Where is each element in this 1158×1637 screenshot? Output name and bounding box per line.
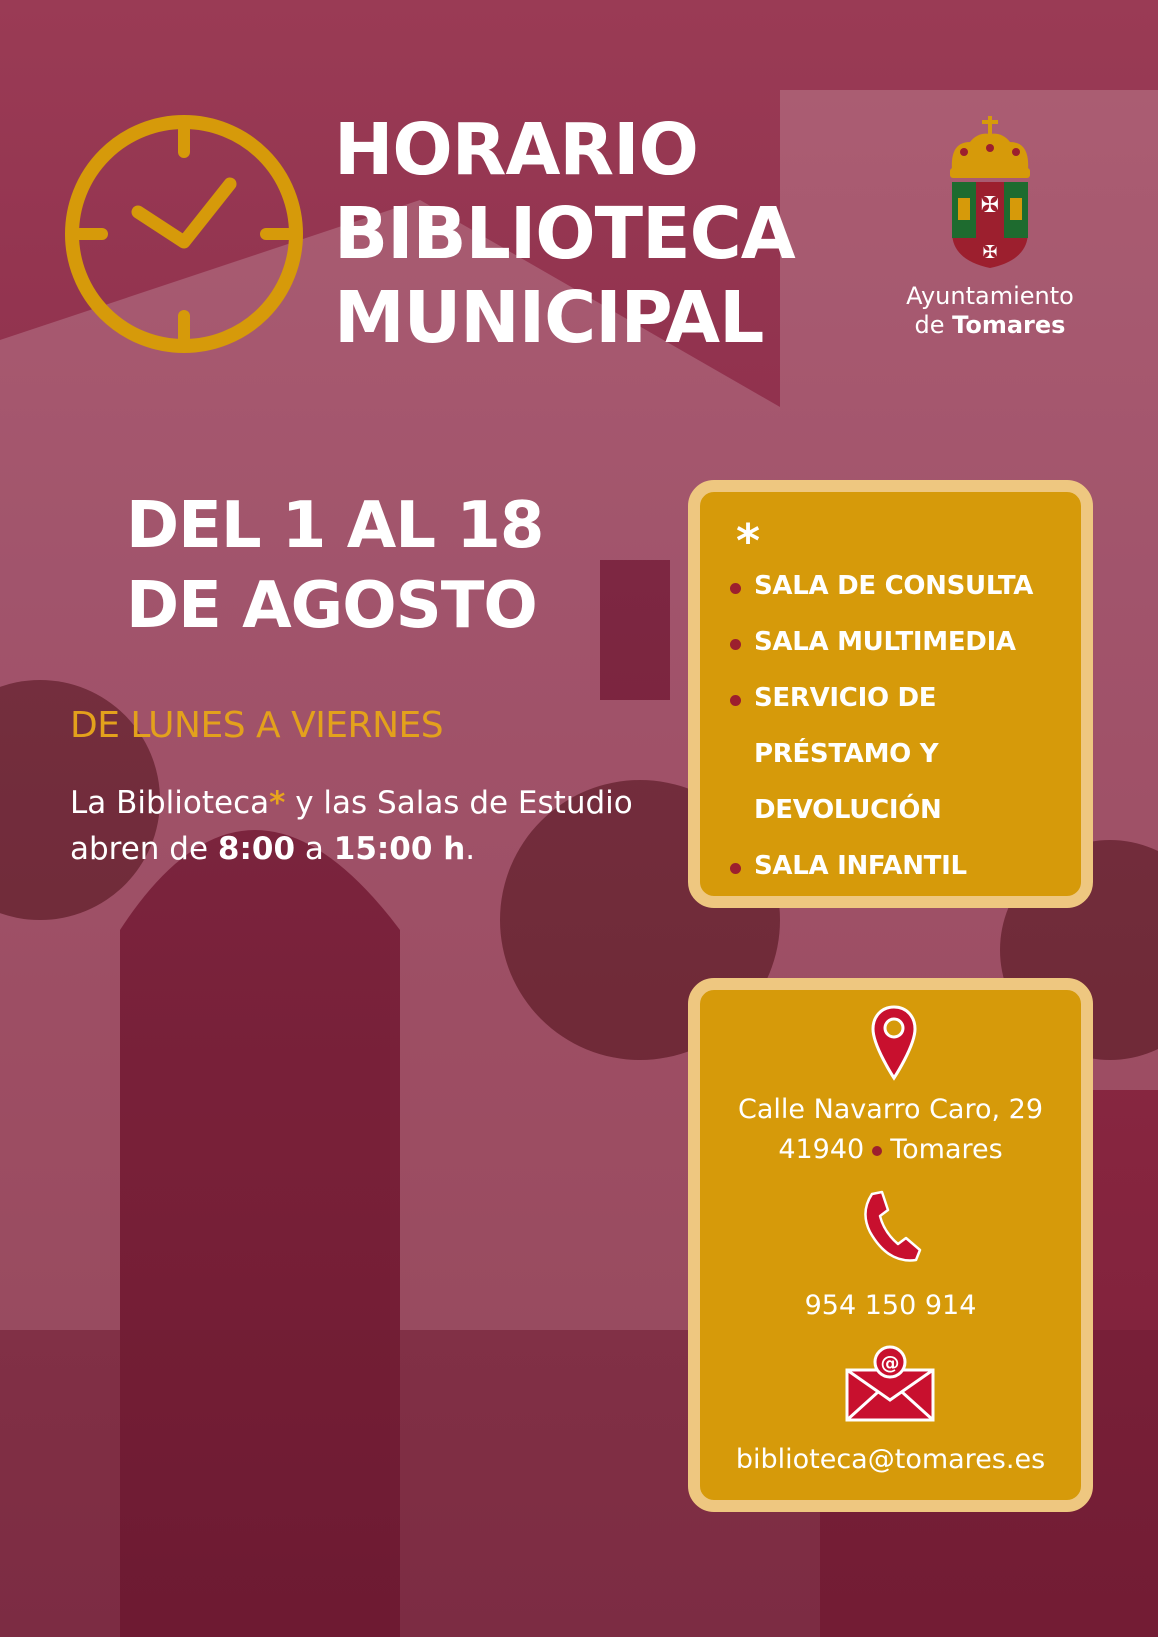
- logo-town: Tomares: [952, 311, 1066, 339]
- hours-text: La Biblioteca: [70, 785, 270, 821]
- phone-number[interactable]: 954 150 914: [804, 1290, 977, 1321]
- hours-text: abren de: [70, 831, 218, 867]
- title-line: HORARIO: [334, 108, 698, 191]
- coat-of-arms-icon: [930, 112, 1050, 272]
- page-title: [334, 108, 814, 360]
- phone-icon: [858, 1188, 922, 1264]
- contact-box: [688, 978, 1093, 1512]
- services-list: [728, 558, 1078, 894]
- opening-time: 8:00: [217, 831, 296, 867]
- hours-line-2: [70, 826, 670, 872]
- hours-text: .: [465, 831, 476, 867]
- hours-line-1: [70, 780, 670, 826]
- svg-text:@: @: [880, 1352, 900, 1374]
- clock-icon: [62, 112, 306, 356]
- service-item: SERVICIO DE: [728, 670, 1078, 726]
- separator-dot: [872, 1146, 882, 1156]
- address-city-line: [700, 1130, 1081, 1170]
- service-item-continued: PRÉSTAMO Y: [754, 739, 939, 769]
- hours-text: a: [295, 831, 334, 867]
- service-item: SALA MULTIMEDIA: [728, 614, 1078, 670]
- svg-text:✠: ✠: [980, 193, 1000, 218]
- services-box: [688, 480, 1093, 908]
- service-item-continued: DEVOLUCIÓN: [754, 795, 942, 825]
- asterisk-mark: *: [269, 785, 286, 821]
- date-line-1: DEL 1 AL 18: [126, 489, 544, 563]
- logo-line-1: Ayuntamiento: [906, 282, 1074, 310]
- email-address[interactable]: biblioteca@tomares.es: [735, 1444, 1046, 1475]
- opening-hours-text: [70, 780, 670, 872]
- date-range: [126, 486, 686, 646]
- logo-line-2: [880, 311, 1100, 340]
- logo-text: [880, 282, 1100, 340]
- logo-prefix: de: [914, 311, 945, 339]
- email-icon: [844, 1344, 936, 1424]
- weekdays-heading: DE LUNES A VIERNES: [70, 705, 444, 746]
- city: Tomares: [890, 1134, 1003, 1165]
- svg-text:✠: ✠: [982, 242, 998, 263]
- title-line: BIBLIOTECA: [334, 192, 795, 275]
- location-pin-icon: [870, 1004, 918, 1082]
- address: [700, 1090, 1081, 1170]
- postal-code: 41940: [778, 1134, 865, 1165]
- hours-text: y las Salas de Estudio: [285, 785, 633, 821]
- address-street: Calle Navarro Caro, 29: [737, 1094, 1044, 1125]
- service-item: SALA DE CONSULTA: [728, 558, 1078, 614]
- date-line-2: DE AGOSTO: [126, 569, 537, 643]
- services-asterisk: *: [736, 514, 761, 568]
- closing-time: 15:00 h: [333, 831, 466, 867]
- title-line: MUNICIPAL: [334, 276, 764, 359]
- service-item: SALA INFANTIL: [728, 838, 1078, 894]
